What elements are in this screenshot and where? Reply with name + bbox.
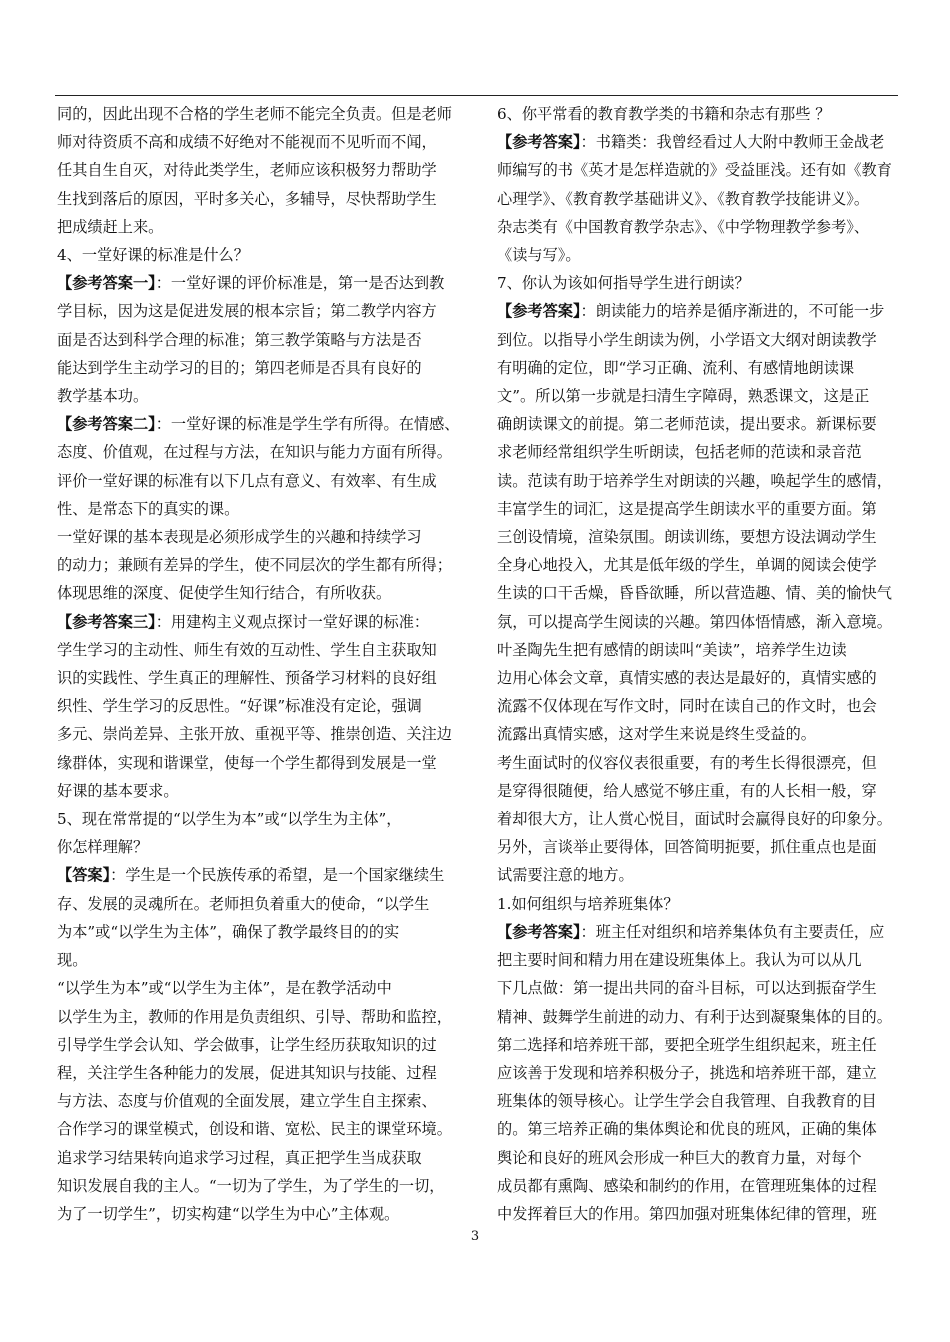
text-line <box>57 720 465 748</box>
line-text: 班集体的领导核心。让学生学会自我管理、自我教育的目 <box>497 1092 877 1111</box>
text-line <box>497 636 901 664</box>
text-line <box>57 1115 465 1143</box>
line-text: 与方法、态度与价值观的全面发展，建立学生自主探索、 <box>57 1092 437 1111</box>
line-text: 氛，可以提高学生阅读的兴趣。第四体悟情感，渐入意境。 <box>497 612 892 631</box>
line-text: 缘群体，实现和谐课堂，使每一个学生都得到发展是一堂 <box>57 753 437 772</box>
line-text: 6、你平常看的教育教学类的书籍和杂志有那些 ？ <box>497 105 831 123</box>
line-text: 任其自生自灭，对待此类学生，老师应该积极努力帮助学 <box>57 161 437 180</box>
line-text: 学目标，因为这是促进发展的根本宗旨；第二教学内容方 <box>57 302 437 321</box>
text-line <box>497 749 901 777</box>
text-line <box>497 128 901 156</box>
text-line <box>57 241 465 269</box>
text-line <box>497 805 901 833</box>
text-line <box>57 467 465 495</box>
text-line <box>497 890 901 918</box>
right-column <box>497 100 901 1228</box>
text-line <box>497 523 901 551</box>
line-text: 为本”或“以学生为主体”，确保了教学最终目的的实 <box>57 922 400 941</box>
text-line <box>497 1200 901 1228</box>
text-line <box>497 777 901 805</box>
text-line <box>497 608 901 636</box>
text-line <box>497 297 901 325</box>
text-line <box>497 354 901 382</box>
text-line <box>497 1172 901 1200</box>
line-text: 7、你认为该如何指导学生进行朗读？ <box>497 274 750 293</box>
line-text: 把主要时间和精力用在建设班集体上。我认为可以从几 <box>497 951 862 970</box>
text-line <box>57 354 465 382</box>
line-text: 合作学习的课堂模式，创设和谐、宽松、民主的课堂环境。 <box>57 1120 452 1139</box>
line-text: 的。第三培养正确的集体舆论和优良的班风，正确的集体 <box>497 1120 877 1139</box>
line-text: 成员都有熏陶、感染和制约的作用，在管理班集体的过程 <box>497 1176 877 1195</box>
text-line <box>57 156 465 184</box>
line-text: 存、发展的灵魂所在。老师担负着重大的使命，“以学生 <box>57 894 430 913</box>
line-text: 试需要注意的地方。 <box>497 866 634 885</box>
text-line <box>497 495 901 523</box>
text-line <box>497 326 901 354</box>
text-line <box>57 128 465 156</box>
line-text: 下几点做：第一提出共同的奋斗目标，可以达到振奋学生 <box>497 979 877 998</box>
text-line <box>497 213 901 241</box>
text-line <box>57 382 465 410</box>
text-line <box>57 749 465 777</box>
line-text: 面是否达到科学合理的标准；第三教学策略与方法是否 <box>57 330 422 349</box>
text-line <box>57 1087 465 1115</box>
line-text: 流露不仅体现在写作文时，同时在读自己的作文时，也会 <box>497 697 877 716</box>
line-text: 为了一切学生”，切实构建“以学生为中心”主体观。 <box>57 1204 400 1223</box>
line-text: 生找到落后的原因，平时多关心，多辅导，尽快帮助学生 <box>57 189 437 208</box>
text-line <box>497 1031 901 1059</box>
line-text: 知识发展自我的主人。“一切为了学生，为了学生的一切， <box>57 1176 445 1195</box>
line-text: 师编写的书《英才是怎样造就的》受益匪浅。还有如《教育 <box>497 161 892 180</box>
text-line <box>57 833 465 861</box>
text-line <box>57 777 465 805</box>
text-line <box>57 495 465 523</box>
line-text: 文”。所以第一步就是扫清生字障碍，熟悉课文，这是正 <box>497 387 870 406</box>
answer-label: 【参考答案】 <box>497 922 581 941</box>
line-text: 性、是常态下的真实的课。 <box>57 499 240 518</box>
answer-label: 【参考答案三】 <box>57 612 156 631</box>
line-text: 4、一堂好课的标准是什么？ <box>57 246 249 265</box>
text-line <box>497 946 901 974</box>
line-text: 以学生为主，教师的作用是负责组织、引导、帮助和监控， <box>57 1007 452 1026</box>
text-line <box>57 551 465 579</box>
line-text: 引导学生学会认知、学会做事，让学生经历获取知识的过 <box>57 1035 437 1054</box>
line-text: 你怎样理解？ <box>57 838 149 857</box>
line-text: 精神、鼓舞学生前进的动力、有利于达到凝聚集体的目的。 <box>497 1007 892 1026</box>
line-text: ：书籍类：我曾经看过人大附中教师王金战老 <box>580 133 885 152</box>
text-line <box>497 1115 901 1143</box>
line-text: 边用心体会文章，真情实感的表达是最好的，真情实感的 <box>497 669 877 688</box>
line-text: 生读的口干舌燥，昏昏欲睡，所以营造趣、情、美的愉快气 <box>497 584 892 603</box>
line-text: 三创设情境，渲染氛围。朗读训练，要想方设法调动学生 <box>497 528 877 547</box>
answer-label: 【答案】 <box>57 866 111 885</box>
line-text: 着却很大方，让人赏心悦目，面试时会赢得良好的印象分。 <box>497 810 892 829</box>
text-line <box>57 1144 465 1172</box>
line-text: 中发挥着巨大的作用。第四加强对班集体纪律的管理，班 <box>497 1204 877 1223</box>
line-text: 求老师经常组织学生听朗读，包括老师的范读和录音范 <box>497 443 862 462</box>
line-text: 舆论和良好的班风会形成一种巨大的教育力量，对每个 <box>497 1148 862 1167</box>
line-text: 另外，言谈举止要得体，回答简明扼要，抓住重点也是面 <box>497 838 877 857</box>
text-line <box>497 861 901 889</box>
text-line <box>497 1059 901 1087</box>
line-text: ：一堂好课的标准是学生学有所得。在情感、 <box>155 415 460 434</box>
text-line <box>57 608 465 636</box>
line-text: 的动力；兼顾有差异的学生，使不同层次的学生都有所得； <box>57 556 452 575</box>
line-text: 态度、价值观，在过程与方法，在知识与能力方面有所得。 <box>57 443 452 462</box>
text-line <box>497 269 901 297</box>
line-text: 一堂好课的基本表现是必须形成学生的兴趣和持续学习 <box>57 528 422 547</box>
text-line <box>497 692 901 720</box>
line-text: 程，关注学生各种能力的发展，促进其知识与技能、过程 <box>57 1063 437 1082</box>
text-line <box>57 185 465 213</box>
text-line <box>497 467 901 495</box>
text-line <box>57 297 465 325</box>
line-text: 到位。以指导小学生朗读为例，小学语文大纲对朗读教学 <box>497 330 877 349</box>
text-line <box>57 100 465 128</box>
line-text: 追求学习结果转向追求学习过程，真正把学生当成获取 <box>57 1148 422 1167</box>
line-text: 1.如何组织与培养班集体？ <box>497 894 679 913</box>
line-text: 能达到学生主动学习的目的；第四老师是否具有良好的 <box>57 358 422 377</box>
answer-label: 【参考答案一】 <box>57 274 156 293</box>
text-line <box>57 438 465 466</box>
left-column <box>57 100 465 1228</box>
text-line <box>57 523 465 551</box>
text-line <box>497 185 901 213</box>
text-line <box>57 636 465 664</box>
line-text: 应该善于发现和培养积极分子，挑选和培养班干部，建立 <box>497 1063 877 1082</box>
line-text: 心理学》、《教育教学基础讲义》、《教育教学技能讲义》。 <box>497 189 870 208</box>
text-line <box>57 579 465 607</box>
text-line <box>497 664 901 692</box>
line-text: 丰富学生的词汇，这是提高学生朗读水平的重要方面。第 <box>497 499 877 518</box>
line-text: ：学生是一个民族传承的希望，是一个国家继续生 <box>110 866 445 885</box>
line-text: 5、现在常常提的“以学生为本”或“以学生为主体”， <box>57 810 402 829</box>
line-text: 现。 <box>57 951 88 970</box>
text-line <box>57 269 465 297</box>
line-text: 是穿得很随便，给人感觉不够庄重，有的人长相一般，穿 <box>497 781 877 800</box>
text-line <box>57 946 465 974</box>
text-line <box>57 805 465 833</box>
text-line <box>497 1003 901 1031</box>
line-text: 好课的基本要求。 <box>57 781 179 800</box>
line-text: 叶圣陶先生把有感情的朗读叫“美读”，培养学生边读 <box>497 640 847 659</box>
text-line <box>57 918 465 946</box>
text-line <box>497 551 901 579</box>
text-line <box>497 382 901 410</box>
line-text: 评价一堂好课的标准有以下几点有意义、有效率、有生成 <box>57 471 437 490</box>
text-line <box>497 833 901 861</box>
text-line <box>57 410 465 438</box>
text-line <box>497 100 901 128</box>
line-text: 全身心地投入，尤其是低年级的学生，单调的阅读会使学 <box>497 556 877 575</box>
text-line <box>497 156 901 184</box>
text-line <box>497 241 901 269</box>
page-number: 3 <box>470 1229 480 1244</box>
line-text: 把成绩赶上来。 <box>57 217 164 236</box>
text-line <box>57 1172 465 1200</box>
text-line <box>57 1003 465 1031</box>
line-text: 师对待资质不高和成绩不好绝对不能视而不见听而不闻， <box>57 133 437 152</box>
line-text: “以学生为本”或“以学生为主体”，是在教学活动中 <box>57 979 392 998</box>
text-line <box>497 579 901 607</box>
line-text: 同的，因此出现不合格的学生老师不能完全负责。但是老师 <box>57 105 452 123</box>
line-text: 有明确的定位，即“学习正确、流利、有感情地朗读课 <box>497 358 855 377</box>
line-text: ：朗读能力的培养是循序渐进的，不可能一步 <box>580 302 885 321</box>
line-text: 体现思维的深度、促使学生知行结合，有所收获。 <box>57 584 392 603</box>
text-line <box>57 692 465 720</box>
text-line <box>497 918 901 946</box>
text-line <box>57 1031 465 1059</box>
text-line <box>57 1200 465 1228</box>
line-text: ：用建构主义观点探讨一堂好课的标准： <box>155 612 430 631</box>
text-line <box>497 1087 901 1115</box>
text-line <box>57 664 465 692</box>
line-text: 教学基本功。 <box>57 387 149 406</box>
text-line <box>497 720 901 748</box>
line-text: 流露出真情实感，这对学生来说是终生受益的。 <box>497 725 816 744</box>
line-text: ：一堂好课的评价标准是，第一是否达到教 <box>155 274 445 293</box>
line-text: 学生学习的主动性、师生有效的互动性、学生自主获取知 <box>57 640 437 659</box>
text-line <box>57 213 465 241</box>
line-text: 考生面试时的仪容仪表很重要，有的考生长得很漂亮，但 <box>497 753 877 772</box>
text-line <box>497 410 901 438</box>
line-text: 杂志类有《中国教育教学杂志》、《中学物理教学参考》、 <box>497 217 870 236</box>
text-line <box>57 861 465 889</box>
line-text: 第二选择和培养班干部，要把全班学生组织起来，班主任 <box>497 1035 877 1054</box>
text-line <box>497 974 901 1002</box>
line-text: 多元、崇尚差异、主张开放、重视平等、推崇创造、关注边 <box>57 725 452 744</box>
text-line <box>57 1059 465 1087</box>
text-line <box>497 438 901 466</box>
line-text: 确朗读课文的前提。第二老师范读，提出要求。新课标要 <box>497 415 877 434</box>
answer-label: 【参考答案二】 <box>57 415 156 434</box>
answer-label: 【参考答案】 <box>497 133 581 152</box>
line-text: 织性、学生学习的反思性。“好课”标准没有定论，强调 <box>57 697 422 716</box>
line-text: 《读与写》。 <box>497 246 581 265</box>
text-line <box>497 1144 901 1172</box>
line-text: 识的实践性、学生真正的理解性、预备学习材料的良好组 <box>57 669 437 688</box>
text-line <box>57 890 465 918</box>
line-text: ：班主任对组织和培养集体负有主要责任，应 <box>580 922 885 941</box>
line-text: 读。范读有助于培养学生对朗读的兴趣，唤起学生的感情， <box>497 471 892 490</box>
header-rule <box>55 95 898 96</box>
text-line <box>57 974 465 1002</box>
text-line <box>57 326 465 354</box>
answer-label: 【参考答案】 <box>497 302 581 321</box>
